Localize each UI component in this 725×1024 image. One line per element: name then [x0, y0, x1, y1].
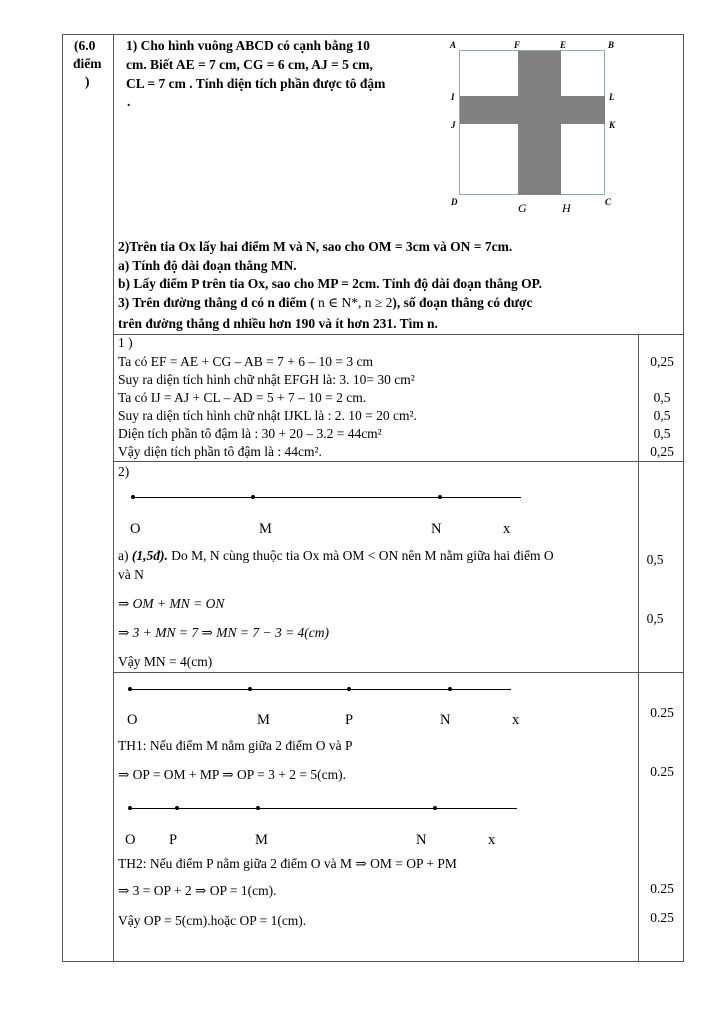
figure-label-I: I — [451, 92, 455, 102]
label-N-1: N — [431, 521, 442, 537]
solution2b-score-3: 0.25 — [650, 881, 674, 896]
problem2-b: b) Lấy điểm P trên tia Ox, sao cho MP = 2cm. Tính độ dài đoạn thẳng OP. — [118, 276, 542, 291]
figure-label-F: F — [514, 40, 521, 50]
label-O-2: O — [127, 712, 138, 728]
point-N-1 — [438, 495, 442, 499]
label-M-2: M — [257, 712, 270, 728]
solution2a-score-1: 0,5 — [646, 552, 664, 567]
point-N-2 — [448, 687, 452, 691]
point-M-3 — [256, 806, 260, 810]
horizontal-shaded-band — [460, 96, 605, 124]
problem2-intro: 2)Trên tia Ox lấy hai điểm M và N, sao cho OM = 3cm và ON = 7cm. — [118, 239, 513, 254]
solution1-score-5: 0,25 — [650, 444, 674, 459]
label-O-1: O — [130, 521, 141, 537]
solution1-score-3: 0,5 — [653, 408, 671, 423]
problem3-math: n ∈ N*, n ≥ 2 — [317, 295, 393, 310]
solution1-score-4: 0,5 — [653, 426, 671, 441]
solution1-score-1: 0,25 — [650, 354, 674, 369]
label-P-3: P — [169, 832, 178, 848]
solution2b-th1: TH1: Nếu điểm M nằm giữa 2 điểm O và P — [118, 738, 353, 753]
label-N-2: N — [440, 712, 451, 728]
solution2b-score-4: 0.25 — [650, 910, 674, 925]
problem1-line4: . — [127, 94, 131, 109]
label-M-3: M — [255, 832, 268, 848]
point-O-2 — [128, 687, 132, 691]
solution2b-th2-eq: ⇒ 3 = OP + 2 ⇒ OP = 1(cm). — [118, 883, 277, 898]
figure-label-J: J — [451, 120, 456, 130]
point-M-1 — [251, 495, 255, 499]
ray-line-2 — [129, 689, 511, 690]
point-M-2 — [248, 687, 252, 691]
solution2a-conclusion: Vậy MN = 4(cm) — [118, 654, 213, 669]
label-x-2: x — [512, 712, 520, 728]
solution2b-th2: TH2: Nếu điểm P nằm giữa 2 điểm O và M ⇒ OM = OP + PM — [118, 856, 457, 871]
solution1-line2: Suy ra diện tích hình chữ nhật EFGH là: 3. 10= 30 cm² — [118, 372, 415, 387]
solution1-score-2: 0,5 — [653, 390, 671, 405]
solution2a-text — [118, 547, 554, 565]
solution1-line1: Ta có EF = AE + CG – AB = 7 + 6 – 10 = 3 cm — [118, 354, 373, 369]
row-divider-2 — [113, 461, 684, 462]
point-P-3 — [175, 806, 179, 810]
figure-label-D: D — [451, 197, 458, 207]
row-divider-3 — [113, 672, 684, 673]
solution2b-th1-eq: ⇒ OP = OM + MP ⇒ OP = 3 + 2 = 5(cm). — [118, 767, 346, 782]
solution2-header: 2) — [118, 464, 130, 479]
solution2a-body: Do M, N cùng thuộc tia Ox mà OM < ON nên M nằm giữa hai điểm O — [167, 548, 554, 563]
label-O-3: O — [125, 832, 136, 848]
problem3-text-part1: 3) Trên đường thẳng d có n điểm ( — [118, 295, 315, 310]
square-figure — [459, 50, 605, 195]
solution2a-eq2: ⇒ 3 + MN = 7 ⇒ MN = 7 − 3 = 4(cm) — [118, 625, 330, 640]
problem3-text-part2: ), số đoạn thẳng có được — [392, 295, 533, 310]
column-divider-2 — [638, 334, 639, 962]
solution2b-conclusion: Vậy OP = 5(cm).hoặc OP = 1(cm). — [118, 913, 307, 928]
ray-line-1 — [132, 497, 521, 498]
problem1-line1: 1) Cho hình vuông ABCD có cạnh bằng 10 — [126, 38, 370, 53]
row-divider-1 — [113, 334, 684, 335]
figure-label-E: E — [560, 40, 567, 50]
problem1-line2: cm. Biết AE = 7 cm, CG = 6 cm, AJ = 5 cm, — [126, 57, 373, 72]
solution1-line6: Vậy diện tích phần tô đậm là : 44cm². — [118, 444, 322, 459]
figure-label-A: A — [450, 40, 457, 50]
problem3-line1 — [118, 294, 533, 312]
label-x-3: x — [488, 832, 496, 848]
solution1-header: 1 ) — [118, 335, 133, 350]
figure-label-L: L — [609, 92, 615, 102]
solution2b-score-1: 0.25 — [650, 705, 674, 720]
point-O-3 — [128, 806, 132, 810]
solution2a-eq1: ⇒ OM + MN = ON — [118, 596, 225, 611]
problem3-line2: trên đường thẳng d nhiều hơn 190 và ít hơn 231. Tìm n. — [118, 316, 438, 331]
solution2b-score-2: 0.25 — [650, 764, 674, 779]
figure-label-C: C — [605, 197, 612, 207]
label-N-3: N — [416, 832, 427, 848]
point-O-1 — [131, 495, 135, 499]
column-divider-1 — [113, 34, 114, 962]
label-M-1: M — [259, 521, 272, 537]
label-P-2: P — [345, 712, 354, 728]
figure-label-K: K — [609, 120, 616, 130]
solution1-line5: Diện tích phần tô đậm là : 30 + 20 – 3.2 = 44cm² — [118, 426, 382, 441]
figure-label-B: B — [608, 40, 615, 50]
solution2a-prefix: a) — [118, 548, 132, 563]
ray-line-3 — [129, 808, 517, 809]
problem1-line3: CL = 7 cm . Tính diện tích phần được tô đậm — [126, 76, 386, 91]
point-N-3 — [433, 806, 437, 810]
figure-label-G: G — [518, 201, 527, 215]
figure-label-H: H — [562, 201, 571, 215]
solution2a-score-2: 0,5 — [646, 611, 664, 626]
point-P-2 — [347, 687, 351, 691]
solution1-line3: Ta có IJ = AJ + CL – AD = 5 + 7 – 10 = 2 cm. — [118, 390, 367, 405]
solution2a-points: (1,5đ). — [131, 548, 168, 563]
solution1-line4: Suy ra diện tích hình chữ nhật IJKL là : 2. 10 = 20 cm². — [118, 408, 417, 423]
label-x-1: x — [503, 521, 511, 537]
problem2-a: a) Tính độ dài đoạn thẳng MN. — [118, 258, 297, 273]
points-label-line3: ) — [85, 74, 90, 89]
solution2a-text-line2: và N — [118, 567, 144, 582]
points-label-line1: (6.0 — [74, 38, 96, 53]
points-label-line2: điểm — [73, 56, 102, 71]
